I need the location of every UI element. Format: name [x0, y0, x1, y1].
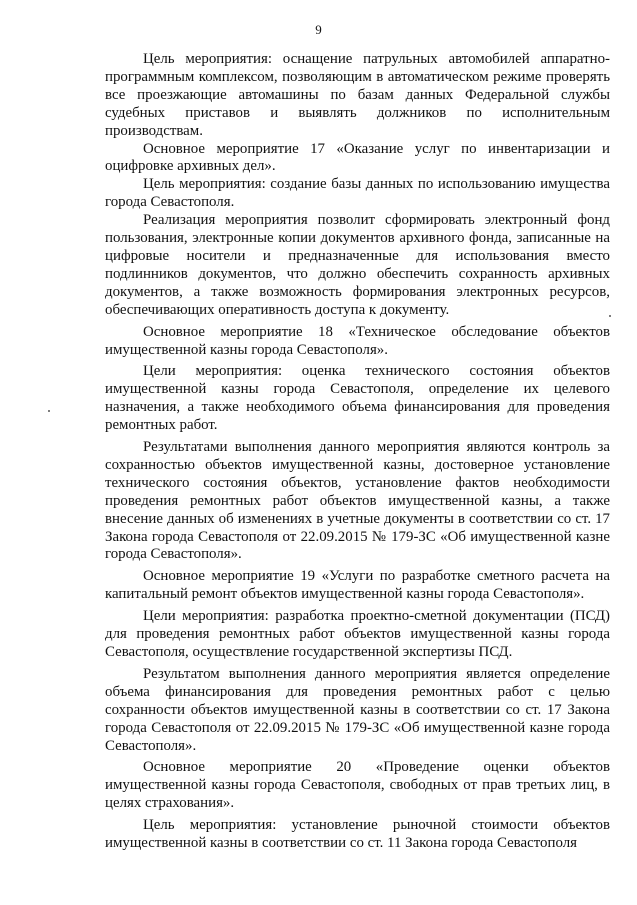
- document-body: [105, 51, 610, 853]
- paragraph-activity-19: Основное мероприятие 19 «Услуги по разработке сметного расчета на капитальный ремонт объектов имущественной казны города Севастополя».: [105, 568, 610, 603]
- page-number: 9: [315, 22, 322, 37]
- paragraph-implementation-archive: Реализация мероприятия позволит сформировать электронный фонд пользования, электронные копии документов архивного фонда, записанные на цифровые носители и предназначенные для использования вместо подлинников документов, что должно обеспечить сохранность архивных документов, а также возможность формирования электронных ресурсов, обеспечивающих оперативность доступа к документу.: [105, 212, 610, 318]
- paragraph-results-control: Результатами выполнения данного мероприятия являются контроль за сохранностью объектов имущественной казны, достоверное установление технического состояния объектов, установление фактов необходимости проведения ремонтных работ объектов имущественной казны, а также внесение данных об изменениях в учетные документы в соответствии со ст. 17 Закона города Севастополя от 22.09.2015 № 179-ЗС «Об имущественной казне города Севастополя».: [105, 439, 610, 563]
- paragraph-activity-17: Основное мероприятие 17 «Оказание услуг по инвентаризации и оцифровке архивных дел».: [105, 140, 610, 175]
- scan-speck: [609, 315, 611, 317]
- paragraph-activity-18: Основное мероприятие 18 «Техническое обследование объектов имущественной казны города Севастополя».: [105, 323, 610, 358]
- paragraph-activity-20: Основное мероприятие 20 «Проведение оценки объектов имущественной казны города Севастополя, свободных от прав третьих лиц, в целях страхования».: [105, 759, 610, 812]
- paragraph-goal-market-value: Цель мероприятия: установление рыночной стоимости объектов имущественной казны в соответствии со ст. 11 Закона города Севастополя: [105, 817, 610, 852]
- paragraph-goals-technical-assessment: Цели мероприятия: оценка технического состояния объектов имущественной казны города Севастополя, определение их целевого назначения, а также необходимого объема финансирования для проведения ремонтных работ.: [105, 363, 610, 434]
- paragraph-goal-patrol-cars: Цель мероприятия: оснащение патрульных автомобилей аппаратно-программным комплексом, позволяющим в автоматическом режиме проверять все проезжающие автомашины по базам данных Федеральной службы судебных приставов и выявлять должников по исполнительным производствам.: [105, 51, 610, 139]
- paragraph-goal-database: Цель мероприятия: создание базы данных по использованию имущества города Севастополя.: [105, 176, 610, 211]
- paragraph-result-financing: Результатом выполнения данного мероприятия является определение объема финансирования для проведения ремонтных работ с целью сохранности объектов имущественной казны в соответствии со ст. 17 Закона города Севастополя от 22.09.2015 № 179-ЗС «Об имущественной казне города Севастополя».: [105, 665, 610, 754]
- scan-speck: [48, 410, 50, 412]
- paragraph-goals-design-docs: Цели мероприятия: разработка проектно-сметной документации (ПСД) для проведения ремонтных работ объектов имущественной казны города Севастополя, осуществление государственной экспертизы ПСД.: [105, 608, 610, 660]
